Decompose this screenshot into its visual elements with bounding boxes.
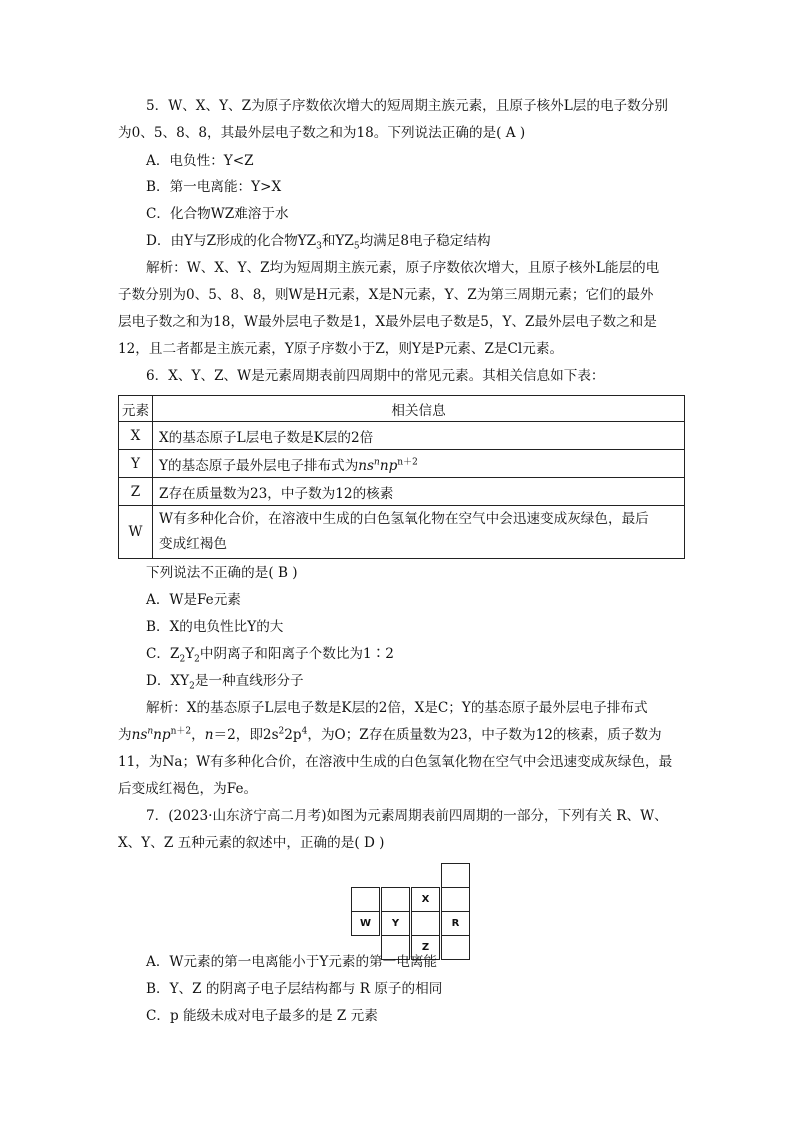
pt-cell-r: R (441, 911, 470, 936)
pt-cell-empty (411, 911, 440, 936)
pt-cell-empty (381, 887, 410, 912)
header-info: 相关信息 (153, 396, 685, 422)
pt-cell-empty (441, 887, 470, 912)
q5-stem-line2: 为0、5、8、8，其最外层电子数之和为18。下列说法正确的是( A ) (118, 125, 526, 141)
q6-option-b: B．X的电负性比Y的大 (146, 619, 284, 635)
q6-stem: 6．X、Y、Z、W是元素周期表前四周期中的常见元素。其相关信息如下表： (146, 368, 605, 384)
q6-analysis-line1: 解析：X的基态原子L层电子数是K层的2倍，X是C；Y的基态原子最外层电子排布式 (146, 700, 648, 716)
q6-analysis-line4: 后变成红褐色，为Fe。 (118, 781, 258, 797)
table-row (119, 422, 685, 450)
pt-cell-w: W (351, 911, 380, 936)
pt-cell-empty (441, 863, 470, 888)
q5-analysis-line3: 层电子数之和为18，W最外层电子数是1，X最外层电子数是5，Y、Z最外层电子数之和是 (118, 314, 657, 330)
q6-option-c: C．$Z_2Y_2$中阴离子和阳离子个数比为1∶2 (146, 646, 394, 665)
row-w-info: W有多种化合价，在溶液中生成的白色氢氧化物在空气中会迅速变成灰绿色，最后 变成红褐色 (153, 506, 685, 559)
q6-question: 下列说法不正确的是( B ) (146, 565, 298, 581)
q5-option-d: D．由Y与Z形成的化合物$YZ_3$和$YZ_5$均满足8电子稳定结构 (146, 233, 491, 252)
periodic-table-fragment (351, 863, 471, 953)
q6-analysis-line3: 11，为Na；W有多种化合价，在溶液中生成的白色氢氧化物在空气中会迅速变成灰绿色，最 (118, 754, 673, 770)
q5-analysis-line1: 解析：W、X、Y、Z均为短周期主族元素，原子序数依次增大，且原子核外L能层的电 (146, 260, 660, 276)
q7-stem-line1: 7．(2023·山东济宁高二月考)如图为元素周期表前四周期的一部分，下列有关 R、W、 (146, 808, 668, 824)
q5-option-b: B．第一电离能：Y>X (146, 179, 282, 195)
pt-cell-y: Y (381, 911, 410, 936)
pt-cell-empty (441, 935, 470, 960)
q5-stem-line1: 5．W、X、Y、Z为原子序数依次增大的短周期主族元素，且原子核外L层的电子数分别 (146, 98, 668, 114)
table-header-row (119, 396, 685, 422)
row-z-info: Z存在质量数为23，中子数为12的核素 (153, 478, 685, 506)
q7-option-b: B．Y、Z 的阴离子电子层结构都与 R 原子的相同 (146, 981, 443, 997)
table-row (119, 506, 685, 559)
row-z-element: Z (119, 478, 153, 506)
q6-option-d: D．$XY_2$是一种直线形分子 (146, 673, 304, 692)
q5-analysis-line2: 子数分别为0、5、8、8，则W是H元素，X是N元素，Y、Z为第三周期元素；它们的最外 (118, 287, 654, 303)
table-row (119, 450, 685, 478)
q5-option-c: C．化合物WZ难溶于水 (146, 206, 289, 222)
row-x-info: X的基态原子L层电子数是K层的2倍 (153, 422, 685, 450)
pt-cell-empty (351, 887, 380, 912)
q5-option-a: A．电负性：Y<Z (146, 153, 254, 169)
q6-analysis-line2: 为$ns^nnp^{n+2}$，n＝2，即$2s^22p^4$，为O；Z存在质量数为23，中子数为12的核素，质子数为 (118, 726, 662, 743)
pt-cell-z: Z (411, 935, 440, 960)
table-row (119, 478, 685, 506)
q6-option-a: A．W是Fe元素 (146, 592, 241, 608)
header-element: 元素 (119, 396, 153, 422)
row-y-info: Y的基态原子最外层电子排布式为$ns^nnp^{n+2}$ (153, 450, 685, 478)
row-w-element: W (119, 506, 153, 559)
q7-stem-line2: X、Y、Z 五种元素的叙述中，正确的是( D ) (118, 835, 385, 851)
q7-option-c: C．p 能级未成对电子最多的是 Z 元素 (146, 1008, 378, 1024)
row-x-element: X (119, 422, 153, 450)
element-info-table (118, 395, 685, 559)
row-y-element: Y (119, 450, 153, 478)
pt-cell-x: X (411, 887, 440, 912)
q7-option-a: A．W元素的第一电离能小于Y元素的第一电离能 (146, 954, 438, 970)
q5-analysis-line4: 12，且二者都是主族元素，Y原子序数小于Z，则Y是P元素、Z是Cl元素。 (118, 341, 564, 357)
